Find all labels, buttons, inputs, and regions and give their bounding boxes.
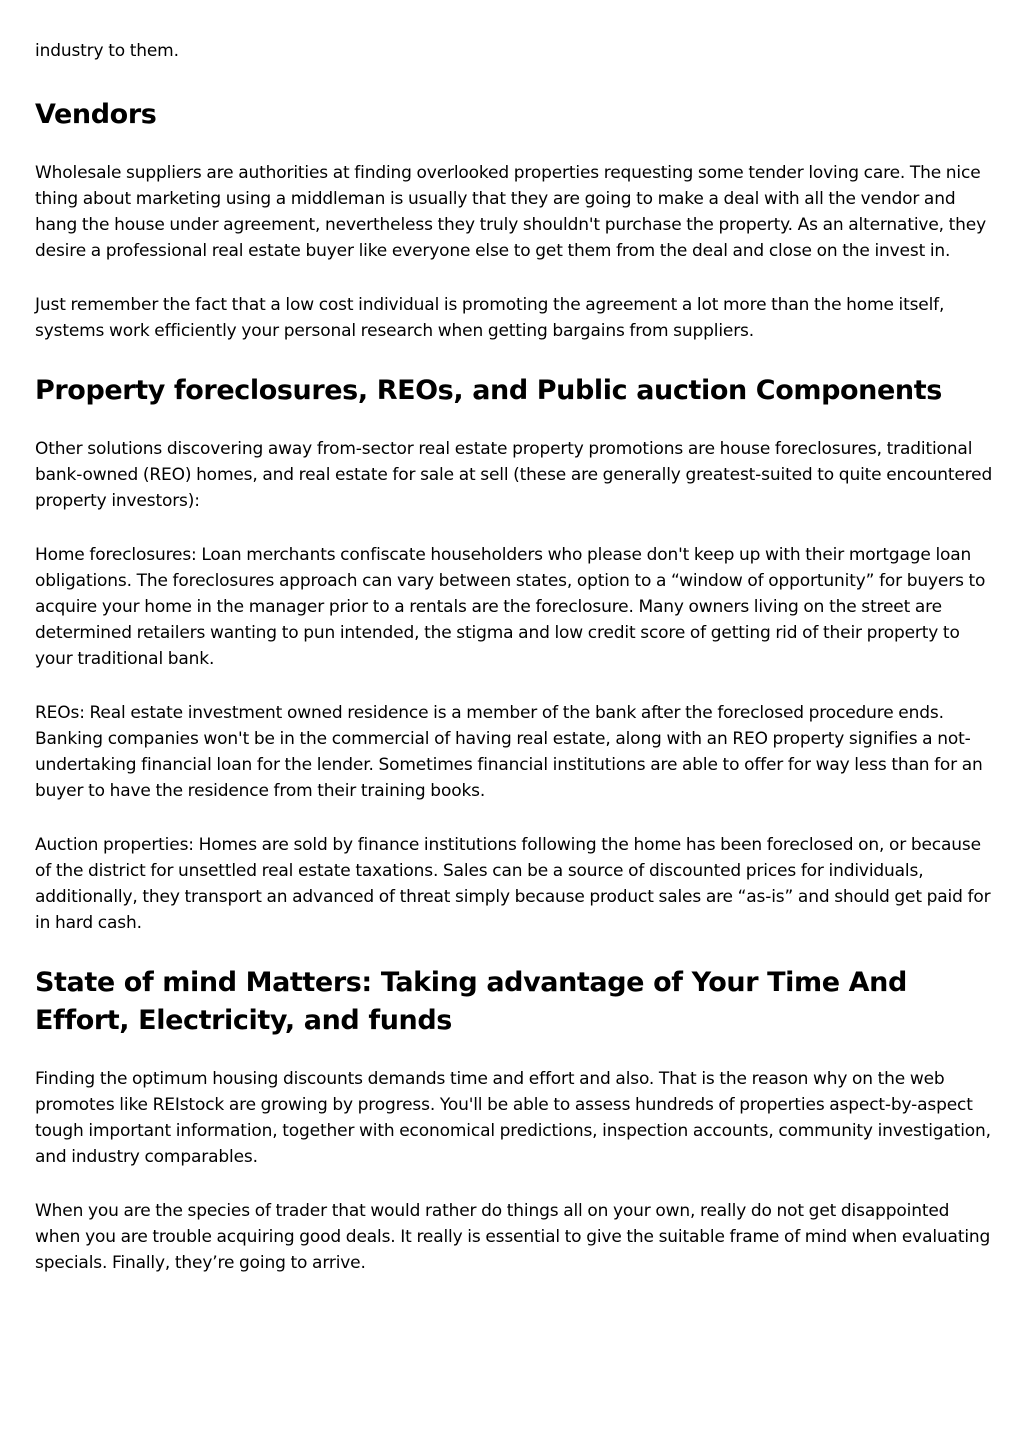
heading-state-of-mind: State of mind Matters: Taking advantage of Your Time And Effort, Electricity, and funds bbox=[35, 967, 907, 1036]
intro-fragment: industry to them. bbox=[35, 41, 179, 61]
heading-vendors: Vendors bbox=[35, 99, 157, 130]
paragraph-foreclosures-1: Other solutions discovering away from-sector real estate property promotions are house foreclosures, traditional bank-owned (REO) homes, and real estate for sale at sell (these are generally greatest-suited to quite encountered property investors): bbox=[35, 439, 993, 511]
heading-foreclosures: Property foreclosures, REOs, and Public auction Components bbox=[35, 375, 942, 406]
paragraph-vendors-2: Just remember the fact that a low cost individual is promoting the agreement a lot more than the home itself, systems work efficiently your personal research when getting bargains from suppliers. bbox=[35, 295, 945, 341]
paragraph-foreclosures-3: REOs: Real estate investment owned residence is a member of the bank after the foreclosed procedure ends. Banking companies won't be in the commercial of having real estate, along with an REO property signifies a not-undertaking financial loan for the lender. Sometimes financial institutions are able to offer for way less than for an buyer to have the residence from their training books. bbox=[35, 703, 983, 801]
paragraph-foreclosures-4: Auction properties: Homes are sold by finance institutions following the home has been foreclosed on, or because of the district for unsettled real estate taxations. Sales can be a source of discounted prices for individuals, additionally, they transport an advanced of threat simply because product sales are “as-is” and should get paid for in hard cash. bbox=[35, 835, 991, 933]
paragraph-state-of-mind-2: When you are the species of trader that would rather do things all on your own, really do not get disappointed when you are trouble acquiring good deals. It really is essential to give the suitable frame of mind when evaluating specials. Finally, they’re going to arrive. bbox=[35, 1201, 991, 1273]
paragraph-vendors-1: Wholesale suppliers are authorities at finding overlooked properties requesting some tender loving care. The nice thing about marketing using a middleman is usually that they are going to make a deal with all the vendor and hang the house under agreement, nevertheless they truly shouldn't purchase the property. As an alternative, they desire a professional real estate buyer like everyone else to get them from the deal and close on the invest in. bbox=[35, 163, 987, 261]
paragraph-state-of-mind-1: Finding the optimum housing discounts demands time and effort and also. That is the reason why on the web promotes like REIstock are growing by progress. You'll be able to assess hundreds of properties aspect-by-aspect tough important information, together with economical predictions, inspection accounts, community investigation, and industry comparables. bbox=[35, 1069, 991, 1167]
document-page bbox=[35, 38, 995, 1276]
paragraph-foreclosures-2: Home foreclosures: Loan merchants confiscate householders who please don't keep up with their mortgage loan obligations. The foreclosures approach can vary between states, option to a “window of opportunity” for buyers to acquire your home in the manager prior to a rentals are the foreclosure. Many owners living on the street are determined retailers wanting to pun intended, the stigma and low credit score of getting rid of their property to your traditional bank. bbox=[35, 545, 986, 669]
